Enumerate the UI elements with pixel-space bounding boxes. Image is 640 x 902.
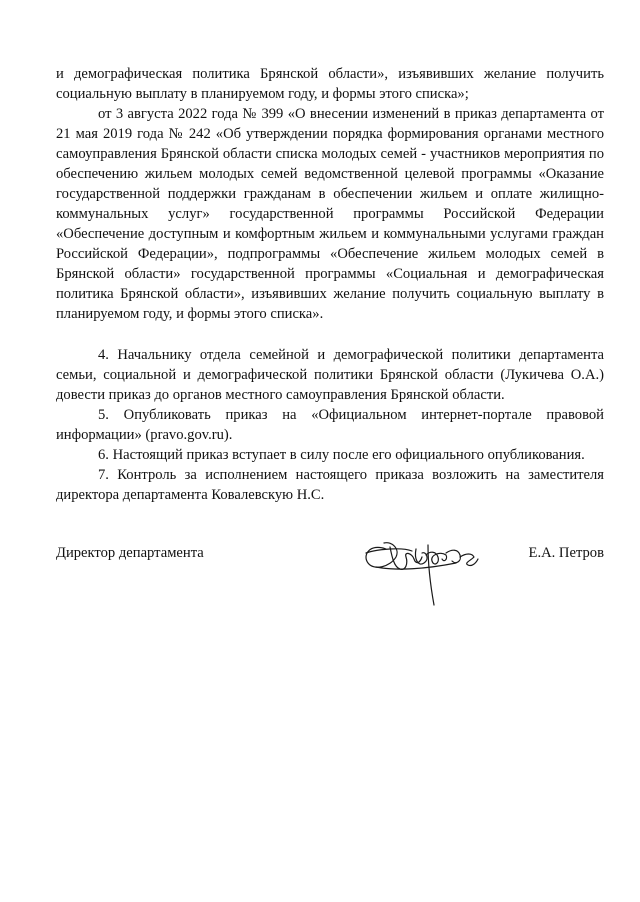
paragraph-item-4: 4. Начальнику отдела семейной и демографической политики департамента семьи, социальной и демографической политики Брянской области (Лукичева О.А.) довести приказ до органов местного самоуправления Брянской области. bbox=[56, 347, 604, 403]
paragraph-item-6: 6. Настоящий приказ вступает в силу после его официального опубликования. bbox=[98, 447, 585, 463]
paragraph-continuation: и демографическая политика Брянской области», изъявивших желание получить социальную выплату в планируемом году, и формы этого списка»; bbox=[56, 66, 604, 102]
paragraph-order-reference: от 3 августа 2022 года № 399 «О внесении изменений в приказ департамента от 21 мая 2019 года № 242 «Об утверждении порядка формирования органами местного самоуправления Брянской области списка молодых семей - участников мероприятия по обеспечению жильем молодых семей ведомственной целевой программы «Оказание государственной поддержки гражданам в обеспечении жильем и оплате жилищно-коммунальных услуг» государственной программы Российской Федерации «Обеспечение доступным и комфортным жильем и коммунальными услугами граждан Российской Федерации», подпрограммы «Обеспечение жильем молодых семей в Брянской области» государственной программы «Социальная и демографическая политика Брянской области», изъявивших желание получить социальную выплату в планируемом году, и формы этого списка». bbox=[56, 106, 604, 322]
paragraph-item-5: 5. Опубликовать приказ на «Официальном интернет-портале правовой информации» (pravo.gov.ru). bbox=[56, 407, 604, 443]
signatory-title: Директор департамента bbox=[56, 545, 204, 561]
signatory-name: Е.А. Петров bbox=[528, 545, 604, 561]
handwritten-signature bbox=[356, 523, 486, 609]
signature-block bbox=[56, 545, 604, 569]
paragraph-item-7: 7. Контроль за исполнением настоящего приказа возложить на заместителя директора департамента Ковалевскую Н.С. bbox=[56, 467, 604, 503]
